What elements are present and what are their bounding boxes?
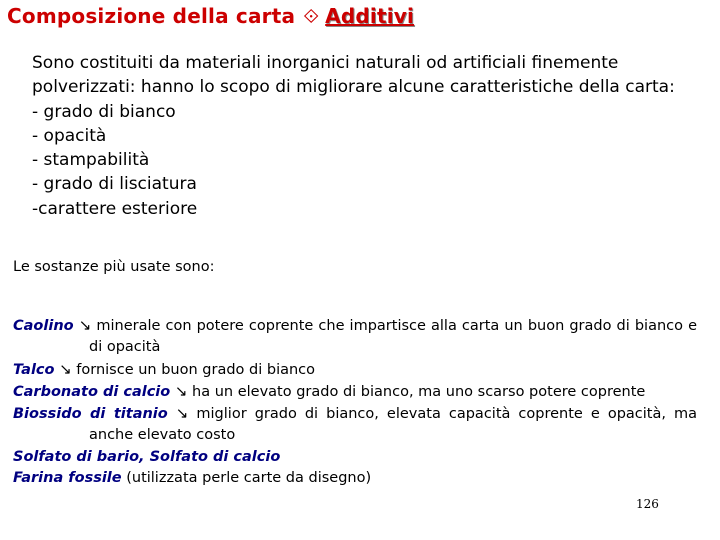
substance-name: Caolino	[13, 318, 74, 334]
diamond-icon: ⟐	[303, 4, 320, 28]
substance-item	[13, 447, 697, 468]
arrow-icon: ↘	[59, 359, 72, 378]
substance-name: Solfato di bario, Solfato di calcio	[13, 448, 281, 465]
arrow-icon: ↘	[78, 316, 92, 334]
property-item: -carattere esteriore	[32, 198, 198, 219]
substance-description: ha un elevato grado di bianco, ma uno scarso potere coprente	[192, 383, 646, 400]
property-item: - grado di bianco	[32, 101, 176, 122]
page-number: 126	[636, 497, 659, 511]
property-item: - grado di lisciatura	[32, 174, 197, 195]
property-item: - opacità	[32, 125, 107, 146]
intro-block	[32, 51, 702, 221]
property-item: - stampabilità	[32, 150, 150, 171]
substance-item	[13, 403, 697, 447]
title-text: Composizione della carta	[7, 4, 296, 28]
substance-item	[13, 315, 697, 359]
substance-name: Talco	[13, 361, 55, 378]
intro-paragraph: Sono costituiti da materiali inorganici naturali od artificiali finemente polverizzati: hanno lo scopo di migliorare alcune caratteristiche della carta:	[32, 53, 675, 98]
substance-name: Carbonato di calcio	[13, 383, 171, 400]
substance-description: (utilizzata perle carte da disegno)	[126, 470, 372, 487]
substance-description: fornisce un buon grado di bianco	[76, 361, 316, 378]
lead-text: Le sostanze più usate sono:	[13, 259, 215, 275]
property-list	[32, 100, 702, 221]
arrow-icon: ↘	[175, 404, 189, 423]
title-subtitle: Additivi	[325, 4, 415, 28]
substance-name: Farina fossile	[13, 470, 122, 487]
substance-description: minerale con potere coprente che impartisce alla carta un buon grado di bianco e di opacità	[89, 318, 697, 356]
substance-description: miglior grado di bianco, elevata capacità coprente e opacità, ma anche elevato costo	[89, 406, 698, 444]
substance-item	[13, 359, 697, 381]
substance-name: Biossido di titanio	[13, 406, 168, 423]
substance-item	[13, 381, 697, 403]
arrow-icon: ↘	[174, 381, 188, 400]
substance-list	[13, 315, 697, 489]
substance-item	[13, 468, 697, 489]
slide-title	[7, 4, 414, 28]
